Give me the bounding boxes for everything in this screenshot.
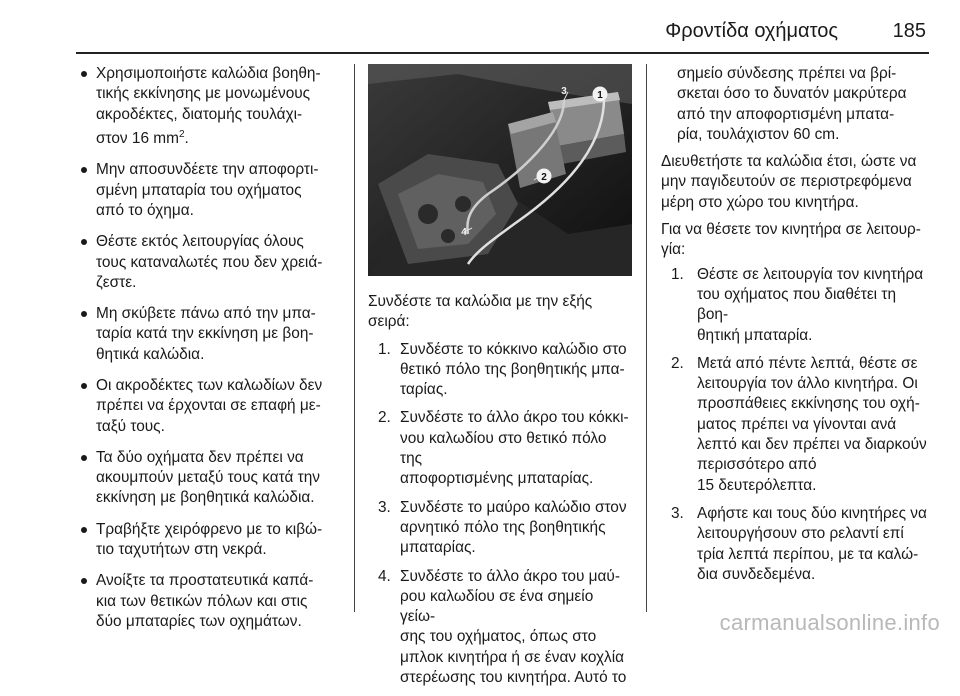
page-number: 185 bbox=[892, 20, 926, 42]
step-number: 1. bbox=[378, 340, 391, 358]
bullet-text: Χρησιμοποιήστε καλώδια βοηθη- τικής εκκίνησης με μονωμένους ακροδέκτες, διατομής τουλάχι- στον 16 mm bbox=[96, 65, 321, 148]
bullet-icon bbox=[81, 311, 87, 317]
bullet-text: Θέστε εκτός λειτουργίας όλους τους καταναλωτές που δεν χρειά- ζεστε. bbox=[96, 233, 323, 291]
page-header-title: Φροντίδα οχήματος bbox=[665, 20, 838, 42]
list-item bbox=[78, 64, 344, 149]
bullet-icon bbox=[81, 383, 87, 389]
step-text: Συνδέστε το κόκκινο καλώδιο στο θετικό πόλο της βοηθητικής μπα- ταρίας. bbox=[400, 340, 627, 399]
start-steps bbox=[661, 265, 928, 585]
steps-intro: Συνδέστε τα καλώδια με την εξής σειρά: bbox=[368, 293, 593, 331]
callout-label: 2 bbox=[541, 172, 547, 183]
bullet-icon bbox=[81, 71, 87, 77]
callout-3 bbox=[561, 86, 567, 97]
callout-4 bbox=[461, 227, 467, 238]
step-text: Συνδέστε το μαύρο καλώδιο στον αρνητικό πόλο της βοηθητικής μπαταρίας. bbox=[400, 498, 627, 557]
connection-steps bbox=[368, 340, 632, 689]
callout-label: 1 bbox=[597, 90, 603, 101]
list-item bbox=[661, 354, 928, 496]
callout-1 bbox=[593, 87, 608, 102]
bullet-text: Τραβήξτε χειρόφρενο με το κιβώ- τιο ταχυτήτων στη νεκρά. bbox=[96, 520, 323, 559]
callout-label: 3 bbox=[561, 86, 567, 97]
list-item bbox=[78, 448, 344, 509]
list-item bbox=[368, 498, 632, 559]
bullet-icon bbox=[81, 455, 87, 461]
header-divider bbox=[76, 52, 929, 54]
step-number: 2. bbox=[378, 409, 391, 427]
list-item bbox=[368, 408, 632, 489]
step-number: 3. bbox=[378, 498, 391, 516]
list-item bbox=[78, 304, 344, 365]
step-text: Θέστε σε λειτουργία τον κινητήρα του οχήματος που διαθέτει τη βοη- θητική μπαταρία. bbox=[697, 265, 924, 344]
right-column bbox=[661, 64, 928, 593]
step-number: 4. bbox=[378, 567, 391, 585]
bullet-icon bbox=[81, 167, 87, 173]
column-divider bbox=[646, 64, 647, 612]
step-continuation: σημείο σύνδεσης πρέπει να βρί- σκεται όσο το δυνατόν μακρύτερα από την αποφορτισμένη μπατα- ρία, τουλάχιστον 60 cm. bbox=[677, 65, 907, 143]
bullet-text: Οι ακροδέκτες των καλωδίων δεν πρέπει να έρχονται σε επαφή με- ταξύ τους. bbox=[96, 376, 323, 435]
step-text: Συνδέστε το άλλο άκρο του μαύ- ρου καλωδίου σε ένα σημείο γείω- σης του οχήματος, όπως στο μπλοκ κινητήρα ή σε έναν κοχλία στερέωσης του κινητήρα. Αυτό το bbox=[400, 567, 627, 687]
list-item bbox=[78, 571, 344, 632]
left-column bbox=[78, 64, 344, 643]
cable-routing-paragraph: Διευθετήστε τα καλώδια έτσι, ώστε να μην παγιδευτούν σε περιστρεφόμενα μέρη στο χώρο του κινητήρα. bbox=[661, 153, 917, 211]
list-item bbox=[368, 340, 632, 401]
bullet-icon bbox=[81, 527, 87, 533]
list-item bbox=[78, 520, 344, 561]
bullet-text: Μη σκύβετε πάνω από την μπα- ταρία κατά την εκκίνηση με βοη- θητικά καλώδια. bbox=[96, 305, 316, 363]
step-text: Αφήστε και τους δύο κινητήρες να λειτουργήσουν στο ρελαντί επί τρία λεπτά περίπου, με τα καλώ- δια συνδεδεμένα. bbox=[697, 504, 927, 583]
list-item bbox=[661, 504, 928, 585]
callout-2 bbox=[537, 169, 552, 184]
list-item bbox=[661, 265, 928, 346]
list-item bbox=[368, 567, 632, 689]
list-item bbox=[78, 232, 344, 293]
column-divider bbox=[354, 64, 355, 612]
list-item bbox=[78, 160, 344, 221]
superscript: 2 bbox=[178, 128, 185, 140]
step-number: 2. bbox=[671, 354, 684, 372]
bullet-icon bbox=[81, 578, 87, 584]
callout-label: 4 bbox=[461, 227, 467, 238]
bullet-text: Ανοίξτε τα προστατευτικά καπά- κια των θετικών πόλων και στις δύο μπαταρίες των οχημάτων. bbox=[96, 572, 314, 630]
middle-column bbox=[368, 292, 632, 696]
jump-start-illustration bbox=[368, 64, 632, 276]
watermark: carmanualsonline.info bbox=[719, 610, 940, 635]
engine-bay-illustration bbox=[368, 64, 632, 276]
bullet-text: Τα δύο οχήματα δεν πρέπει να ακουμπούν μεταξύ τους κατά την εκκίνηση με βοηθητικά καλώδια. bbox=[96, 448, 320, 507]
start-engine-intro: Για να θέσετε τον κινητήρα σε λειτουρ- γία: bbox=[661, 221, 921, 259]
bullet-icon bbox=[81, 239, 87, 245]
precaution-list bbox=[78, 64, 344, 632]
bullet-text-end: . bbox=[184, 130, 189, 148]
step-number: 3. bbox=[671, 504, 684, 522]
step-text: Συνδέστε το άλλο άκρο του κόκκι- νου καλωδίου στο θετικό πόλο της αποφορτισμένης μπαταρίας. bbox=[400, 409, 629, 488]
step-number: 1. bbox=[671, 265, 684, 283]
list-item bbox=[78, 376, 344, 437]
bullet-text: Μην αποσυνδέετε την αποφορτι- σμένη μπαταρία του οχήματος από το όχημα. bbox=[96, 161, 319, 219]
step-text: Μετά από πέντε λεπτά, θέστε σε λειτουργία τον άλλο κινητήρα. Οι προσπάθειες εκκίνησης του οχή- ματος πρέπει να γίνονται ανά λεπτό και δεν πρέπει να διαρκούν περισσότερο από 15 δευτερόλεπτα. bbox=[697, 354, 927, 494]
